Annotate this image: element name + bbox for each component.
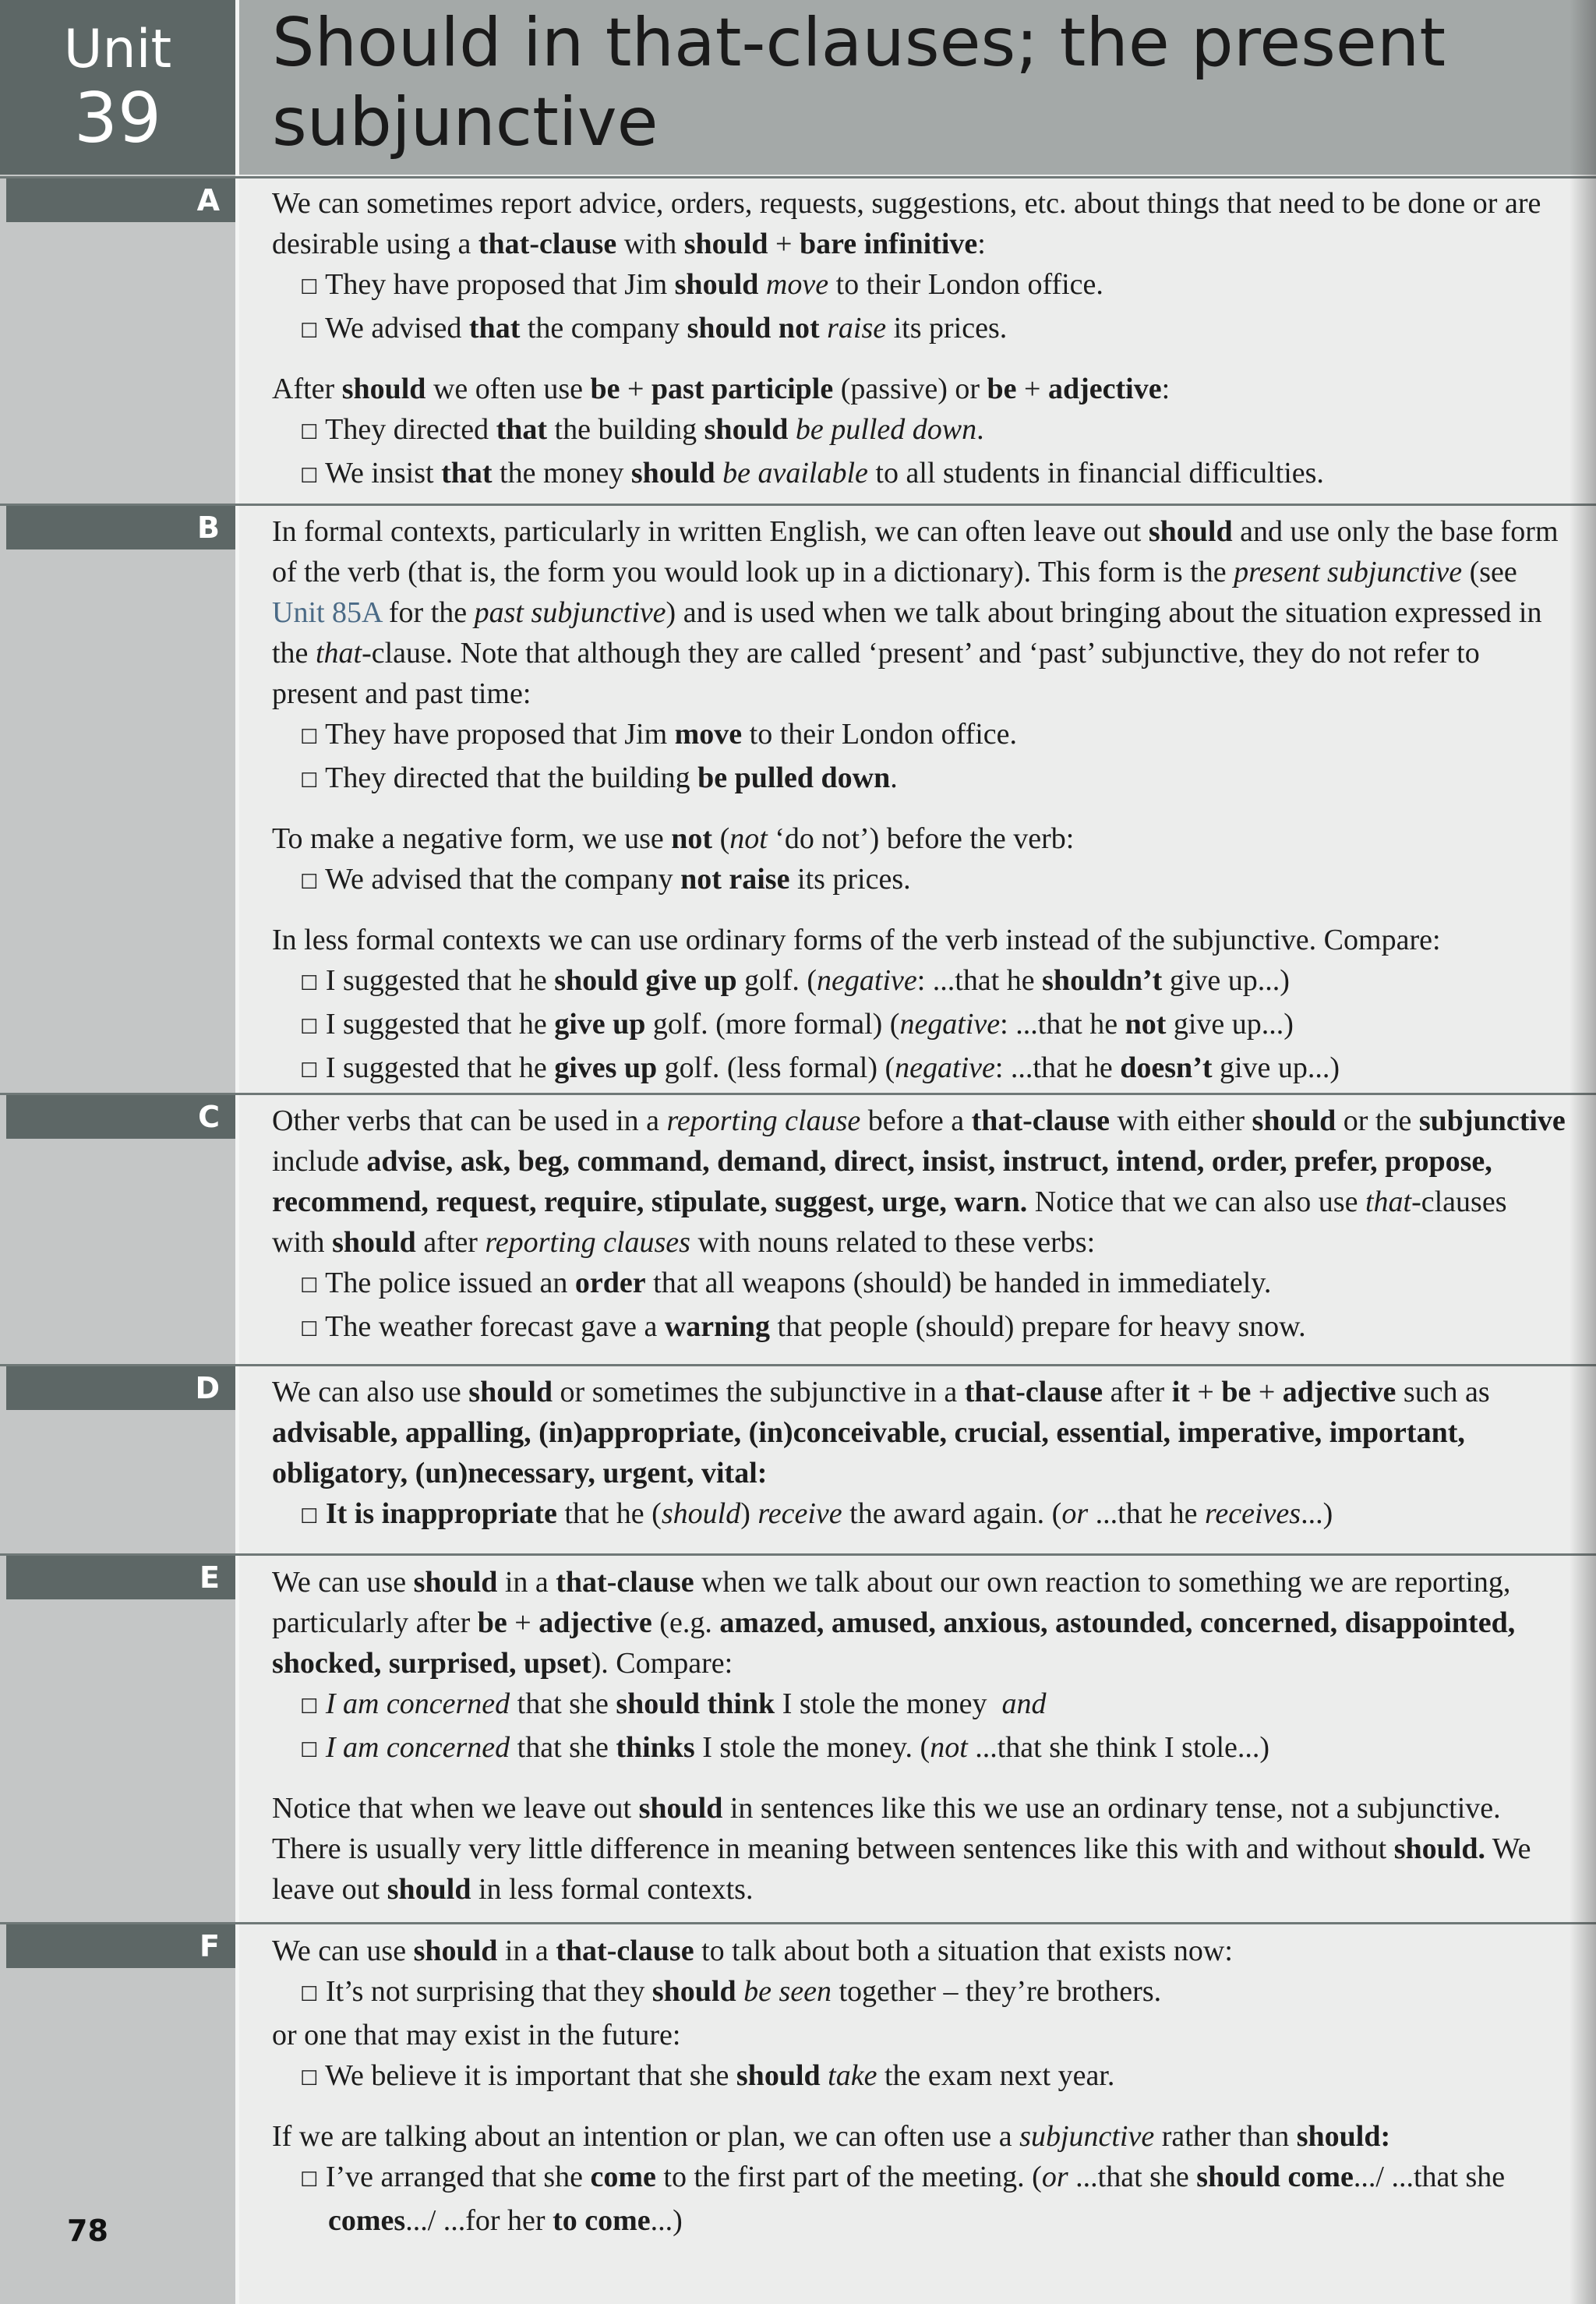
section-divider	[0, 1093, 1596, 1095]
column-separator	[235, 0, 239, 2304]
section-e-content: We can use should in a that-clause when we talk about our own reaction to something we are reporting, particularly after be + adjective (e.g. amazed, amused, anxious, astounded, concerned, disappointed, shocked, surprised, upset). Compare: ☐ I am concerned that she should think I stole the money and ☐ I am concerned that she thinks I stole the money. (not ...that she think I stole...) Notice that when we leave out should in sentences like this we use an ordinary tense, not a subjunctive. There is usually very little difference in meaning between sentences like this with and without should. We leave out should in less formal contexts.	[272, 1566, 1531, 1906]
section-letter-a: A	[6, 178, 235, 222]
unit-badge	[0, 0, 235, 175]
section-b-content: In formal contexts, particularly in written English, we can often leave out should and use only the base form of the verb (that is, the form you would look up in a dictionary). This form is the present subjunctive (see Unit 85A for the past subjunctive) and is used when we talk about bringing about the situation expressed in the that-clause. Note that although they are called ‘present’ and ‘past’ subjunctive, they do not refer to present and past time: ☐ They have proposed that Jim move to their London office. ☐ They directed that the building be pulled down. To make a negative form, we use not (not ‘do not’) before the verb: ☐ We advised that the company not raise its prices. In less formal contexts we can use ordinary forms of the verb instead of the subjunctive. Compare: ☐ I suggested that he should give up golf. (negative: ...that he shouldn’t give up...) ☐ I suggested that he give up golf. (more formal) (negative: ...that he not give up...) ☐ I suggested that he gives up golf. (less formal) (negative: ...that he doesn’t give up...)	[272, 515, 1559, 1084]
unit-number: 39	[74, 78, 161, 158]
section-divider	[0, 1553, 1596, 1556]
title-bar	[239, 0, 1596, 175]
section-letter-c: C	[6, 1095, 235, 1139]
page-edge-shadow	[1570, 0, 1596, 2304]
section-d-content: We can also use should or sometimes the subjunctive in a that-clause after it + be + adjective such as advisable, appalling, (in)appropriate, (in)conceivable, crucial, essential, imperative, important, obligatory, (un)necessary, urgent, vital: ☐ It is inappropriate that he (should) receive the award again. (or ...that he receives...)	[272, 1376, 1490, 1530]
section-a-content: We can sometimes report advice, orders, requests, suggestions, etc. about things that need to be done or are desirable using a that-clause with should + bare infinitive: ☐ They have proposed that Jim should move to their London office. ☐ We advised that the company should not raise its prices. After should we often use be + past participle (passive) or be + adjective: ☐ They directed that the building should be pulled down. ☐ We insist that the money should be available to all students in financial difficulties.	[272, 187, 1541, 489]
section-divider	[0, 504, 1596, 506]
section-divider	[0, 1922, 1596, 1924]
section-letter-b: B	[6, 506, 235, 549]
unit-label: Unit	[63, 19, 172, 80]
section-letter-f: F	[6, 1924, 235, 1968]
section-divider	[0, 176, 1596, 178]
page-title: Should in that-clauses; the present subjunctive	[272, 4, 1446, 161]
page-number: 78	[67, 2214, 108, 2248]
section-f-content: We can use should in a that-clause to talk about both a situation that exists now: ☐ It’s not surprising that they should be seen together – they’re brothers. or one that may exist in the future: ☐ We believe it is important that she should take the exam next year. If we are talking about an intention or plan, we can often use a subjunctive rather than should: ☐ I’ve arranged that she come to the first part of the meeting. (or ...that she should come.../ ...that she comes.../ ...for her to come...)	[272, 1935, 1506, 2237]
section-letter-d: D	[6, 1366, 235, 1410]
section-divider	[0, 1364, 1596, 1366]
section-c-content: Other verbs that can be used in a reporting clause before a that-clause with either should or the subjunctive include advise, ask, beg, command, demand, direct, insist, instruct, intend, order, prefer, propose, recommend, request, require, stipulate, suggest, urge, warn. Notice that we can also use that-clauses with should after reporting clauses with nouns related to these verbs: ☐ The police issued an order that all weapons (should) be handed in immediately. ☐ The weather forecast gave a warning that people (should) prepare for heavy snow.	[272, 1104, 1566, 1343]
section-letter-e: E	[6, 1556, 235, 1599]
